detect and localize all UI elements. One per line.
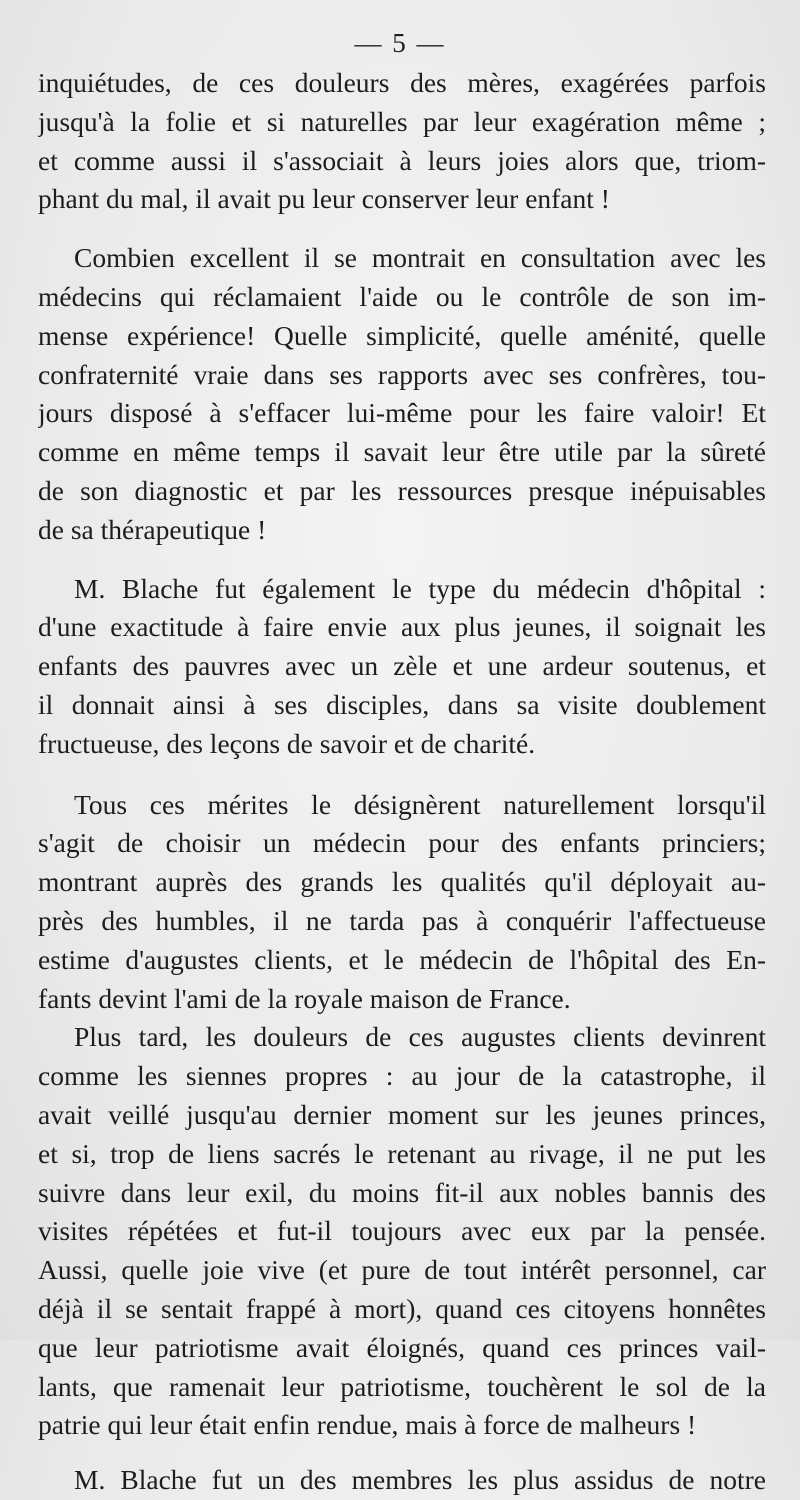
text-line: inquiétudes, de ces douleurs des mères, exagérées parfois <box>38 67 766 98</box>
page-number: — 5 — <box>354 28 446 58</box>
text-line: suivre dans leur exil, du moins fit-il aux nobles bannis des <box>38 1176 766 1208</box>
text-line: s'agit de choisir un médecin pour des enfants princiers; <box>38 827 766 859</box>
text-line: il donnait ainsi à ses disciples, dans sa visite doublement <box>38 688 766 720</box>
text-line: lants, que ramenait leur patriotisme, touchèrent le sol de la <box>38 1370 766 1402</box>
text-line: jours disposé à s'effacer lui-même pour les faire valoir! Et <box>38 397 766 429</box>
text-line: près des humbles, il ne tarda pas à conquérir l'affectueuse <box>38 904 766 936</box>
text-line: visites répétées et fut-il toujours avec eux par la pensée. <box>38 1215 766 1247</box>
text-line: comme en même temps il savait leur être utile par la sûreté <box>38 436 766 468</box>
text-line: fructueuse, des leçons de savoir et de charité. <box>38 727 536 759</box>
text-line: Combien excellent il se montrait en consultation avec les <box>74 242 766 274</box>
text-line: mense expérience! Quelle simplicité, quelle aménité, quelle <box>38 319 766 351</box>
text-line: avait veillé jusqu'au dernier moment sur les jeunes princes, <box>38 1098 766 1130</box>
page-text-body <box>38 64 766 1500</box>
paragraph-3 <box>38 570 766 764</box>
text-line: et comme aussi il s'associait à leurs joies alors que, triom- <box>38 144 766 176</box>
text-line: montrant auprès des grands les qualités qu'il déployait au- <box>38 866 766 898</box>
paragraph-6 <box>38 1461 766 1500</box>
text-line: et si, trop de liens sacrés le retenant au rivage, il ne put les <box>38 1137 766 1169</box>
text-line: médecins qui réclamaient l'aide ou le contrôle de son im- <box>38 280 766 312</box>
text-line: Plus tard, les douleurs de ces augustes clients devinrent <box>74 1021 766 1053</box>
text-line: patrie qui leur était enfin rendue, mais à force de malheurs ! <box>38 1409 697 1441</box>
text-line: déjà il se sentait frappé à mort), quand ces citoyens honnêtes <box>38 1292 766 1324</box>
text-line: de son diagnostic et par les ressources presque inépuisables <box>38 474 766 506</box>
text-line: enfants des pauvres avec un zèle et une ardeur soutenus, et <box>38 650 766 682</box>
text-line: Tous ces mérites le désignèrent naturellement lorsqu'il <box>74 788 766 820</box>
text-line: d'une exactitude à faire envie aux plus jeunes, il soignait les <box>38 611 766 643</box>
paragraph-5 <box>38 1018 766 1445</box>
text-line: jusqu'à la folie et si naturelles par leur exagération même ; <box>38 105 766 137</box>
text-line: M. Blache fut un des membres les plus assidus de notre <box>74 1464 766 1496</box>
text-line: fants devint l'ami de la royale maison de France. <box>38 982 571 1014</box>
text-line: de sa thérapeutique ! <box>38 513 267 545</box>
paragraph-1 <box>38 64 766 219</box>
paragraph-4 <box>38 786 766 1019</box>
text-line: comme les siennes propres : au jour de la catastrophe, il <box>38 1060 766 1092</box>
text-line: estime d'augustes clients, et le médecin de l'hôpital des En- <box>38 943 766 975</box>
text-line: Aussi, quelle joie vive (et pure de tout intérêt personnel, car <box>38 1254 766 1286</box>
paragraph-2 <box>38 239 766 549</box>
text-line: M. Blache fut également le type du médecin d'hôpital : <box>74 572 766 604</box>
text-line: que leur patriotisme avait éloignés, quand ces princes vail- <box>38 1331 766 1363</box>
text-line: phant du mal, il avait pu leur conserver leur enfant ! <box>38 183 610 215</box>
text-line: confraternité vraie dans ses rapports avec ses confrères, tou- <box>38 358 766 390</box>
